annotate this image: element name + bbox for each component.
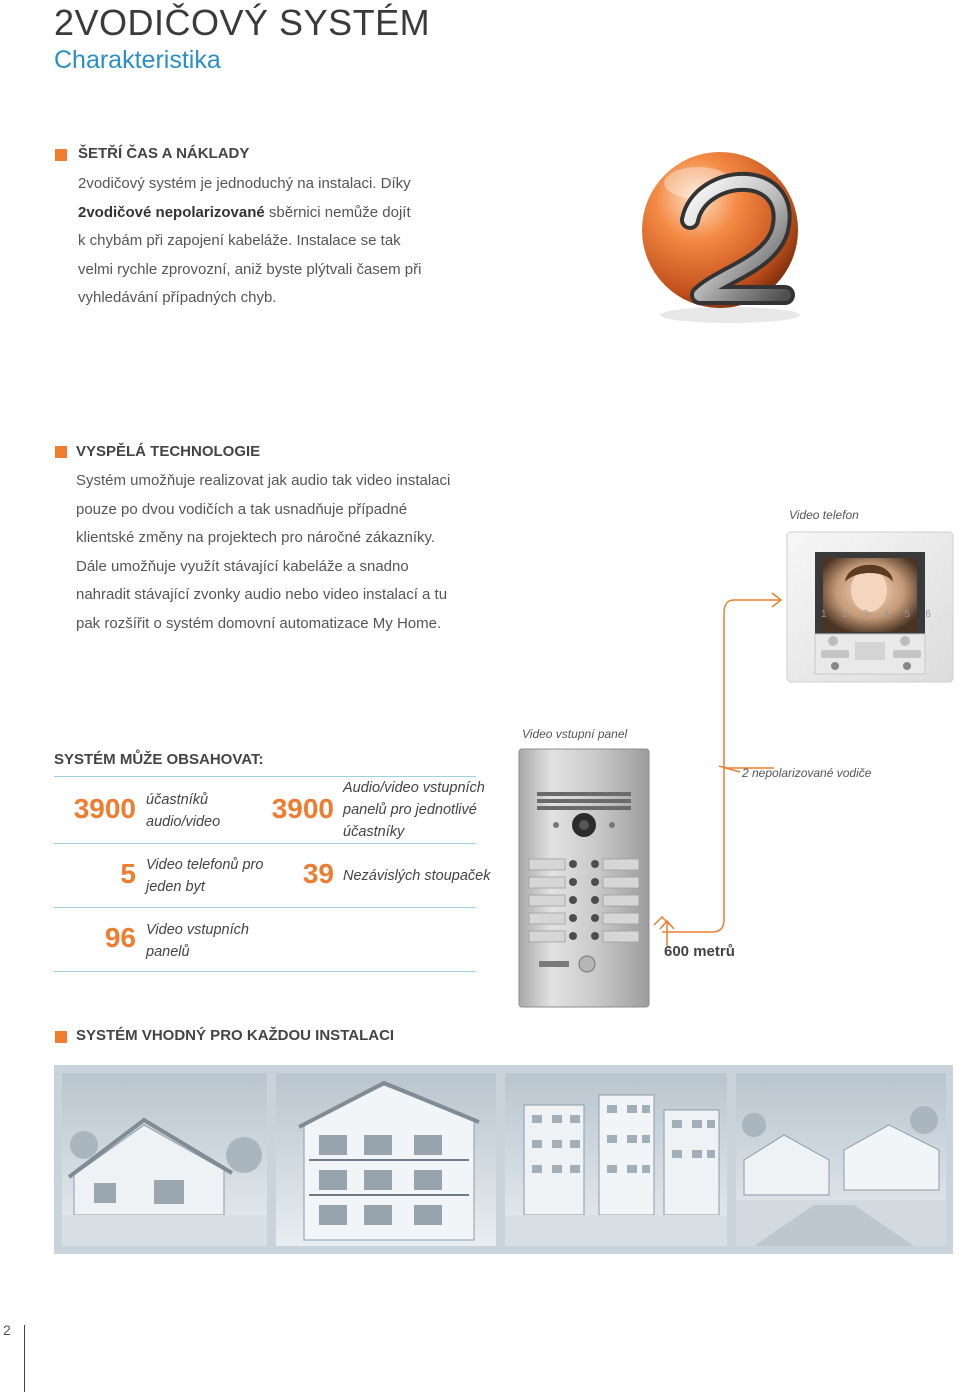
divider bbox=[54, 907, 476, 908]
phone-key: 1 bbox=[821, 609, 827, 620]
apartment-blocks-illustration bbox=[505, 1073, 727, 1246]
page-number: 2 bbox=[3, 1322, 11, 1338]
label-line: jeden byt bbox=[146, 879, 205, 895]
section-text-saves-time bbox=[78, 170, 518, 313]
label-line: Video vstupních bbox=[146, 922, 249, 938]
video-phone-label: Video telefon bbox=[789, 508, 859, 522]
phone-key: 4 bbox=[883, 609, 890, 620]
phone-keypad bbox=[821, 609, 931, 620]
phone-key: 6 bbox=[925, 609, 931, 620]
label-line: Video telefonů pro bbox=[146, 857, 264, 873]
phone-key: 3 bbox=[862, 609, 869, 620]
text-line: klientské změny na projektech pro náročné zákazníky. bbox=[76, 529, 436, 546]
text-line: k chybám při zapojení kabeláže. Instalace se tak bbox=[78, 232, 401, 249]
label-line: účastníky bbox=[343, 824, 405, 840]
text-line: 2vodičový systém je jednoduchý na instalaci. Díky bbox=[78, 175, 411, 192]
video-panel-label: Video vstupní panel bbox=[522, 727, 628, 741]
section-heading-technology: VYSPĚLÁ TECHNOLOGIE bbox=[76, 443, 261, 460]
residential-area-illustration bbox=[736, 1073, 946, 1246]
label-line: panelů pro jednotlivé bbox=[343, 802, 477, 818]
bullet-square-icon bbox=[55, 1031, 67, 1043]
installation-types-strip bbox=[54, 1065, 953, 1254]
distance-label: 600 metrů bbox=[664, 943, 735, 960]
capacity-number: 3900 bbox=[73, 793, 136, 824]
phone-key: 5 bbox=[904, 609, 911, 620]
capacity-label bbox=[146, 789, 220, 833]
capacity-label bbox=[343, 865, 491, 887]
page-title: 2VODIČOVÝ SYSTÉM bbox=[54, 2, 431, 43]
bullet-square-icon bbox=[55, 149, 67, 161]
wires-label: 2 nepolarizované vodiče bbox=[742, 766, 872, 780]
capacity-label bbox=[146, 854, 263, 898]
text-line bbox=[78, 199, 518, 228]
capacity-heading: SYSTÉM MŮŽE OBSAHOVAT: bbox=[54, 751, 264, 768]
text-line: vyhledávání případných chyb. bbox=[78, 289, 277, 306]
label-line: Nezávislých stoupaček bbox=[343, 868, 491, 884]
capacity-number: 96 bbox=[104, 922, 136, 953]
label-line: audio/video bbox=[146, 814, 221, 830]
text-span: sběrnici nemůže dojít bbox=[264, 203, 411, 221]
label-line: účastníků bbox=[146, 792, 209, 808]
text-bold: 2vodičové nepolarizované bbox=[78, 203, 265, 221]
label-line: panelů bbox=[146, 944, 190, 960]
phone-key: 2 bbox=[841, 609, 848, 620]
sphere-two-logo-image bbox=[620, 135, 835, 330]
section-heading-saves-time: ŠETŘÍ ČAS A NÁKLADY bbox=[78, 145, 250, 162]
capacity-label bbox=[146, 919, 249, 963]
arrow-left-icon bbox=[716, 760, 742, 780]
page-number-rule bbox=[24, 1325, 25, 1392]
text-line: Dále umožňuje využít stávající kabeláže a snadno bbox=[76, 557, 409, 575]
capacity-number: 39 bbox=[302, 858, 334, 889]
section-text-technology bbox=[76, 467, 516, 638]
divider bbox=[54, 971, 476, 972]
townhouse-illustration bbox=[276, 1073, 496, 1246]
video-entrance-panel-image bbox=[517, 747, 651, 1009]
section-heading-installations: SYSTÉM VHODNÝ PRO KAŽDOU INSTALACI bbox=[76, 1027, 395, 1044]
capacity-label bbox=[343, 777, 485, 843]
label-line: Audio/video vstupních bbox=[343, 780, 485, 796]
capacity-number: 5 bbox=[120, 858, 136, 889]
text-line: pak rozšířit o systém domovní automatizace My Home. bbox=[76, 614, 442, 632]
capacity-number: 3900 bbox=[271, 793, 334, 824]
video-phone-image bbox=[785, 530, 955, 685]
divider bbox=[54, 843, 476, 844]
villa-illustration bbox=[62, 1073, 267, 1246]
text-line: nahradit stávající zvonky audio nebo video instalací a tu bbox=[76, 586, 448, 603]
bullet-square-icon bbox=[55, 446, 67, 458]
text-line: pouze po dvou vodičích a tak usnadňuje případné bbox=[76, 500, 408, 518]
text-line: Systém umožňuje realizovat jak audio tak video instalaci bbox=[76, 472, 451, 489]
page-subtitle: Charakteristika bbox=[54, 46, 221, 74]
text-line: velmi rychle zprovozní, aniž byste plýtvali časem při bbox=[78, 260, 422, 278]
